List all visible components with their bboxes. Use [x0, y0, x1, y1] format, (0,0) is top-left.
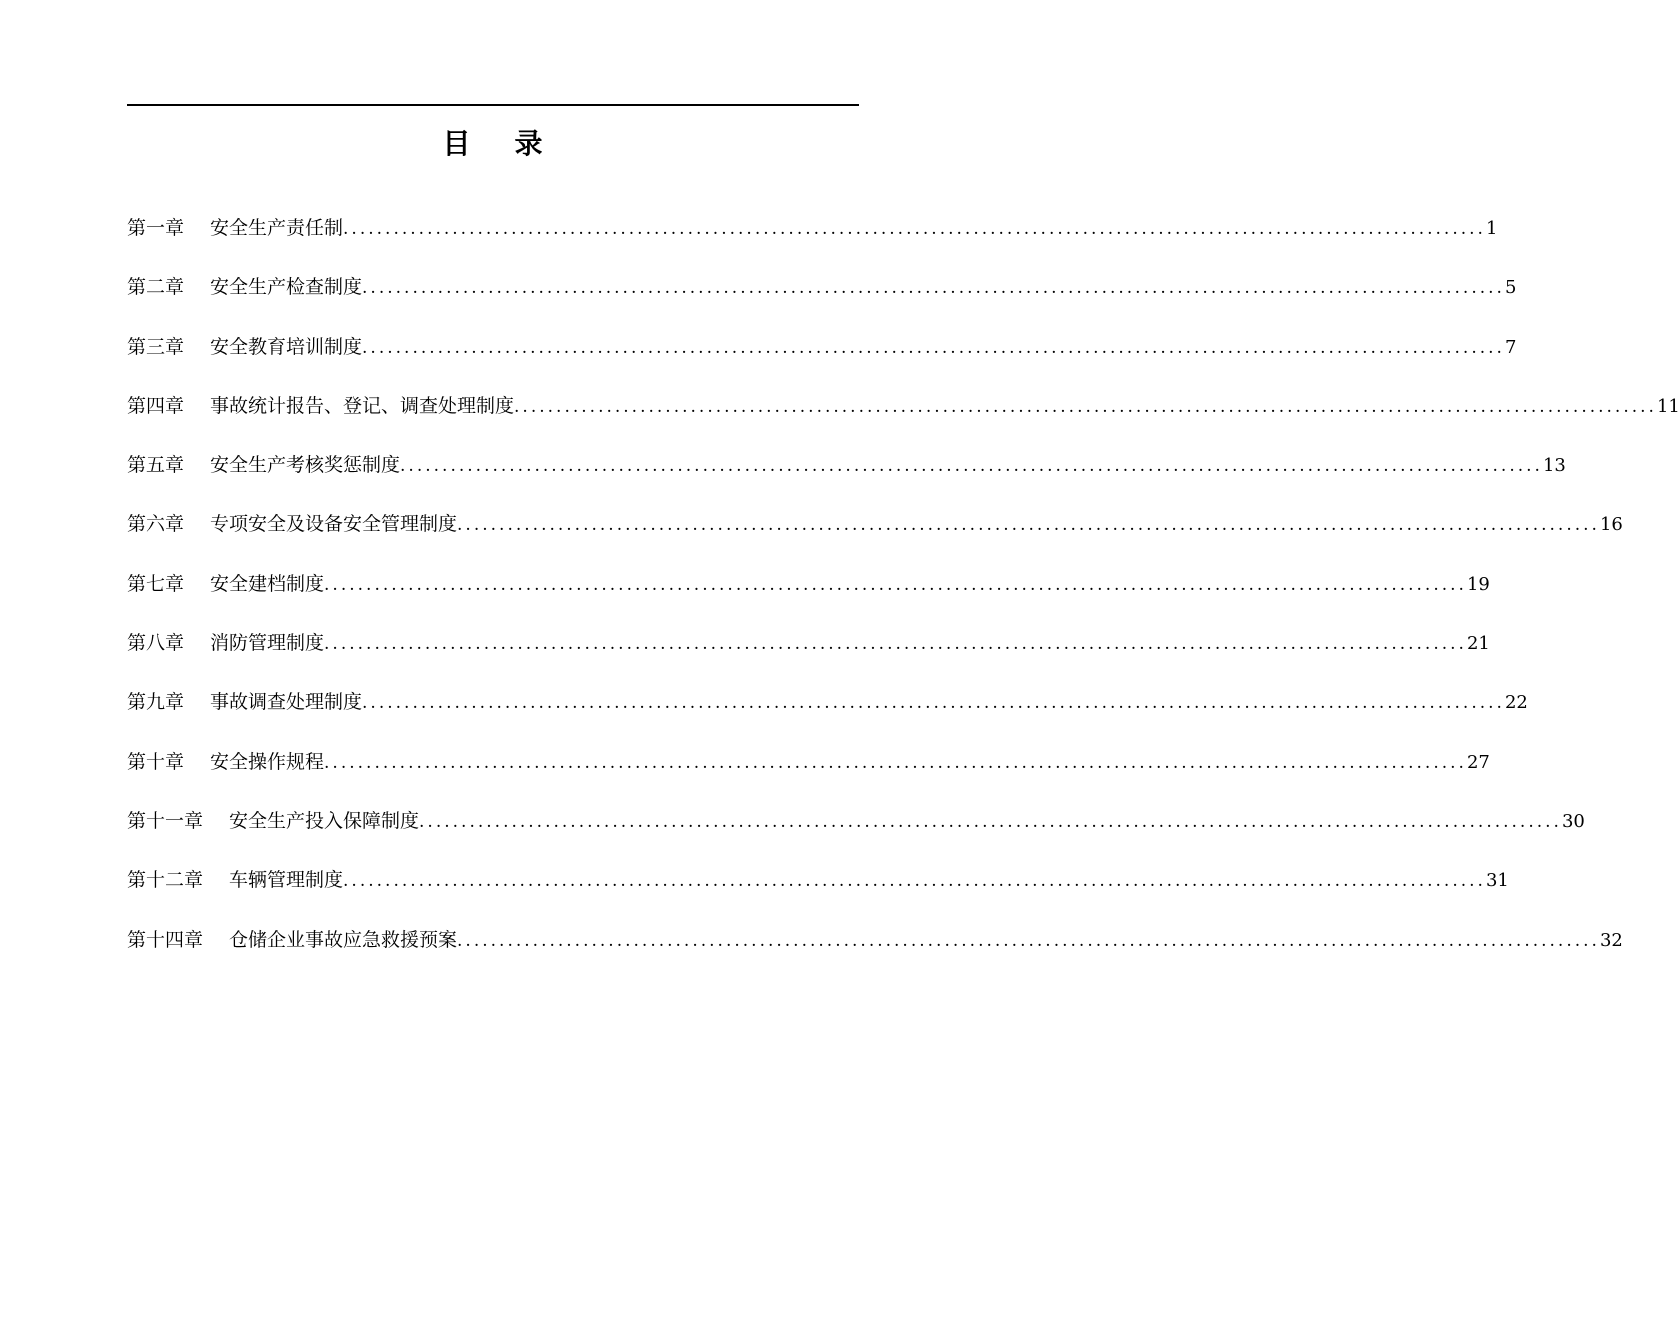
leader-dots: ........................................................................................................................................ — [457, 930, 1600, 951]
chapter-title: 安全操作规程 — [210, 750, 325, 773]
toc-entry-5[interactable] — [127, 445, 1566, 504]
toc-entry-2[interactable] — [127, 267, 1517, 326]
chapter-number: 第七章 — [127, 572, 185, 595]
toc-entry-6[interactable] — [127, 504, 1623, 563]
toc-entry-4[interactable] — [127, 386, 1680, 445]
leader-dots: ........................................................................................................................................ — [324, 634, 1467, 655]
page-number: 1 — [1485, 218, 1498, 239]
page-number: 11 — [1656, 395, 1680, 417]
page-number: 5 — [1504, 277, 1517, 299]
toc-entry-3[interactable] — [127, 327, 1517, 386]
page-number: 22 — [1504, 692, 1528, 714]
toc-entry-12[interactable] — [127, 860, 1509, 919]
leader-dots: ........................................................................................................................................ — [514, 396, 1657, 417]
chapter-number: 第六章 — [127, 513, 185, 536]
chapter-number: 第五章 — [127, 454, 185, 477]
chapter-title: 安全生产责任制 — [210, 217, 344, 239]
page-number: 16 — [1599, 514, 1623, 536]
chapter-number: 第八章 — [127, 632, 185, 655]
chapter-title: 车辆管理制度 — [229, 869, 344, 892]
leader-dots: ........................................................................................................................................ — [457, 515, 1600, 536]
toc-entry-1[interactable] — [127, 208, 1498, 267]
page-number: 13 — [1542, 455, 1566, 477]
page-number: 19 — [1466, 573, 1490, 595]
chapter-title: 安全建档制度 — [210, 572, 325, 595]
chapter-title: 消防管理制度 — [210, 632, 325, 655]
leader-dots: ........................................................................................................................................ — [419, 811, 1562, 832]
chapter-title: 安全生产考核奖惩制度 — [210, 454, 401, 477]
chapter-number: 第十一章 — [127, 809, 204, 832]
chapter-title: 仓储企业事故应急救援预案 — [229, 928, 458, 951]
chapter-title: 专项安全及设备安全管理制度 — [210, 513, 458, 536]
leader-dots: ........................................................................................................................................ — [324, 752, 1467, 773]
chapter-title: 事故统计报告、登记、调查处理制度 — [210, 394, 515, 417]
table-of-contents — [127, 208, 1680, 979]
toc-entry-8[interactable] — [127, 623, 1490, 682]
page-number: 32 — [1599, 929, 1623, 951]
page-number: 31 — [1485, 870, 1509, 892]
toc-entry-9[interactable] — [127, 682, 1528, 741]
chapter-title: 事故调查处理制度 — [210, 691, 363, 714]
chapter-number: 第三章 — [127, 335, 185, 358]
chapter-number: 第十二章 — [127, 869, 204, 892]
page-number: 30 — [1561, 810, 1585, 832]
toc-entry-10[interactable] — [127, 742, 1490, 801]
page-title: 目 录 — [442, 127, 544, 160]
page-number: 27 — [1466, 751, 1490, 773]
chapter-number: 第九章 — [127, 691, 185, 714]
chapter-title: 安全教育培训制度 — [210, 335, 363, 358]
leader-dots: ........................................................................................................................................ — [343, 871, 1486, 892]
header-rule — [127, 104, 859, 106]
leader-dots: ........................................................................................................................................ — [362, 278, 1505, 299]
chapter-number: 第一章 — [127, 217, 185, 239]
chapter-number: 第四章 — [127, 394, 185, 417]
chapter-number: 第十章 — [127, 750, 185, 773]
chapter-number: 第二章 — [127, 276, 185, 299]
toc-entry-11[interactable] — [127, 801, 1585, 860]
leader-dots: ........................................................................................................................................ — [400, 456, 1543, 477]
chapter-title: 安全生产检查制度 — [210, 276, 363, 299]
leader-dots: ........................................................................................................................................ — [343, 219, 1486, 239]
leader-dots: ........................................................................................................................................ — [362, 693, 1505, 714]
leader-dots: ........................................................................................................................................ — [324, 574, 1467, 595]
chapter-title: 安全生产投入保障制度 — [229, 809, 420, 832]
page-number: 21 — [1466, 633, 1490, 655]
page-number: 7 — [1504, 336, 1517, 358]
toc-entry-7[interactable] — [127, 564, 1490, 623]
toc-entry-13[interactable] — [127, 920, 1623, 979]
leader-dots: ........................................................................................................................................ — [362, 337, 1505, 358]
chapter-number: 第十四章 — [127, 928, 204, 951]
